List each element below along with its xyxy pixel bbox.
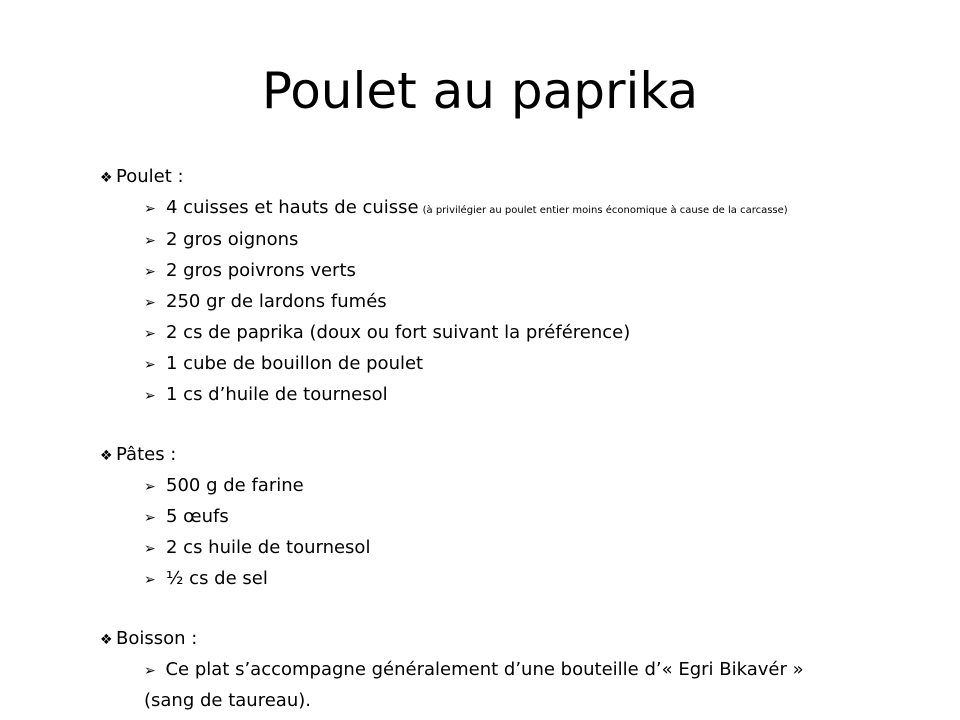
list-item-text: 4 cuisses et hauts de cuisse xyxy=(166,197,419,218)
list-item xyxy=(144,256,880,287)
section-heading xyxy=(100,624,880,655)
section-poulet xyxy=(100,162,880,411)
list-item xyxy=(144,193,880,225)
section-heading xyxy=(100,162,880,193)
arrow-bullet-icon: ➢ xyxy=(144,201,156,217)
arrow-bullet-icon: ➢ xyxy=(144,264,156,280)
list-item xyxy=(144,502,880,533)
list-item xyxy=(144,655,804,715)
section-heading-label: Pâtes : xyxy=(116,444,177,465)
section-boisson xyxy=(100,624,880,715)
list-item xyxy=(144,380,880,411)
list-item-text: 1 cs d’huile de tournesol xyxy=(166,384,388,405)
diamond-bullet-icon: ❖ xyxy=(100,448,113,464)
arrow-bullet-icon: ➢ xyxy=(144,388,156,404)
section-heading-label: Boisson : xyxy=(116,628,198,649)
list-item-text: 1 cube de bouillon de poulet xyxy=(166,353,424,374)
arrow-bullet-icon: ➢ xyxy=(144,510,156,526)
arrow-bullet-icon: ➢ xyxy=(144,295,156,311)
ingredient-list xyxy=(100,193,880,411)
arrow-bullet-icon: ➢ xyxy=(144,479,156,495)
arrow-bullet-icon: ➢ xyxy=(144,663,156,679)
list-item-note: (à privilégier au poulet entier moins économique à cause de la carcasse) xyxy=(422,205,788,216)
arrow-bullet-icon: ➢ xyxy=(144,357,156,373)
arrow-bullet-icon: ➢ xyxy=(144,326,156,342)
arrow-bullet-icon: ➢ xyxy=(144,541,156,557)
list-item xyxy=(144,318,880,349)
ingredient-list xyxy=(100,471,880,595)
list-item-text: 500 g de farine xyxy=(166,475,304,496)
diamond-bullet-icon: ❖ xyxy=(100,632,113,648)
list-item-text: Ce plat s’accompagne généralement d’une bouteille d’« Egri Bikavér » (sang de taureau). xyxy=(144,659,804,711)
list-item xyxy=(144,564,880,595)
recipe-content xyxy=(100,162,880,715)
slide-title: Poulet au paprika xyxy=(261,62,699,120)
list-item-text: 250 gr de lardons fumés xyxy=(166,291,387,312)
arrow-bullet-icon: ➢ xyxy=(144,572,156,588)
ingredient-list xyxy=(100,655,880,715)
section-heading-label: Poulet : xyxy=(116,166,184,187)
list-item xyxy=(144,287,880,318)
list-item xyxy=(144,349,880,380)
list-item-text: 2 gros poivrons verts xyxy=(166,260,356,281)
diamond-bullet-icon: ❖ xyxy=(100,170,113,186)
list-item-text: 2 cs huile de tournesol xyxy=(166,537,371,558)
list-item-text: ½ cs de sel xyxy=(166,568,268,589)
section-heading xyxy=(100,440,880,471)
list-item xyxy=(144,225,880,256)
list-item-text: 2 cs de paprika (doux ou fort suivant la préférence) xyxy=(166,322,631,343)
list-item xyxy=(144,533,880,564)
arrow-bullet-icon: ➢ xyxy=(144,233,156,249)
section-pates xyxy=(100,440,880,595)
list-item-text: 2 gros oignons xyxy=(166,229,299,250)
list-item xyxy=(144,471,880,502)
list-item-text: 5 œufs xyxy=(166,506,229,527)
